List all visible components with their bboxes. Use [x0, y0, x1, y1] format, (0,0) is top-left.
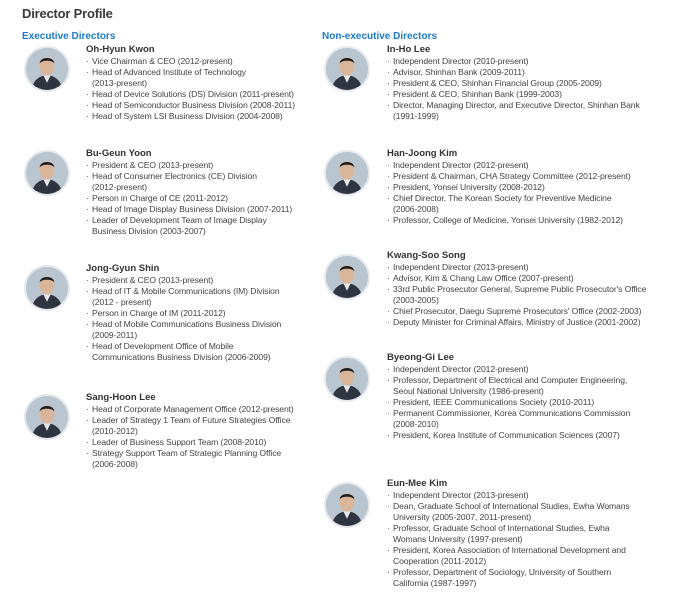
role-item: · Leader of Strategy 1 Team of Future Strategies Office (2010-2012)	[86, 415, 316, 437]
director-photo	[24, 394, 70, 440]
role-item: · 33rd Public Prosecutor General, Supreme Public Prosecutor's Office (2003-2005)	[387, 284, 687, 306]
role-item: · Person in Charge of IM (2011-2012)	[86, 308, 316, 319]
executive-directors-heading: Executive Directors	[22, 31, 116, 42]
role-item: · Independent Director (2010-present)	[387, 56, 687, 67]
director-name: In-Ho Lee	[387, 44, 431, 55]
role-item: · Advisor, Kim & Chang Law Office (2007-present)	[387, 273, 687, 284]
role-item: · Professor, Department of Electrical and Computer Engineering, Seoul National University (1986-present)	[387, 375, 687, 397]
director-photo	[24, 150, 70, 196]
role-item: · Head of Development Office of Mobile Communications Business Division (2006-2009)	[86, 341, 316, 363]
role-item: · Leader of Development Team of Image Display Business Division (2003-2007)	[86, 215, 316, 237]
director-roles	[86, 275, 316, 363]
role-item: · Permanent Commissioner, Korea Communications Commission (2008-2010)	[387, 408, 687, 430]
director-photo	[324, 482, 370, 528]
director-name: Kwang-Soo Song	[387, 250, 466, 261]
director-photo	[324, 356, 370, 402]
role-item: · Professor, College of Medicine, Yonsei University (1982-2012)	[387, 215, 687, 226]
role-item: · President & CEO, Shinhan Bank (1999-2003)	[387, 89, 687, 100]
director-roles	[387, 160, 687, 226]
role-item: · President, Yonsei University (2008-2012)	[387, 182, 687, 193]
director-photo	[24, 46, 70, 92]
role-item: · Head of IT & Mobile Communications (IM) Division (2012 - present)	[86, 286, 316, 308]
role-item: · Deputy Minister for Criminal Affairs, Ministry of Justice (2001-2002)	[387, 317, 687, 328]
director-name: Han-Joong Kim	[387, 148, 458, 159]
director-name: Byeong-Gi Lee	[387, 352, 455, 363]
director-roles	[387, 56, 687, 122]
page-title: Director Profile	[22, 6, 113, 21]
non-executive-directors-heading: Non-executive Directors	[322, 31, 438, 42]
director-photo	[324, 46, 370, 92]
role-item: · Chief Director, The Korean Society for Preventive Medicine (2006-2008)	[387, 193, 687, 215]
director-name: Sang-Hoon Lee	[86, 392, 156, 403]
director-name: Oh-Hyun Kwon	[86, 44, 155, 55]
role-item: · Head of Image Display Business Division (2007-2011)	[86, 204, 316, 215]
role-item: · Head of Consumer Electronics (CE) Division (2012-present)	[86, 171, 316, 193]
role-item: · President, Korea Institute of Communication Sciences (2007)	[387, 430, 687, 441]
role-item: · President, Korea Association of International Development and Cooperation (2011-2012)	[387, 545, 687, 567]
role-item: · Vice Chairman & CEO (2012-present)	[86, 56, 316, 67]
director-photo	[324, 150, 370, 196]
director-photo	[324, 254, 370, 300]
role-item: · Head of System LSI Business Division (2004-2008)	[86, 111, 316, 122]
director-name: Jong-Gyun Shin	[86, 263, 160, 274]
director-roles	[86, 404, 316, 470]
director-roles	[387, 490, 687, 589]
role-item: · Director, Managing Director, and Executive Director, Shinhan Bank (1991-1999)	[387, 100, 687, 122]
role-item: · Independent Director (2012-present)	[387, 160, 687, 171]
director-roles	[86, 160, 316, 237]
role-item: · Head of Device Solutions (DS) Division (2011-present)	[86, 89, 316, 100]
role-item: · President & CEO (2013-present)	[86, 275, 316, 286]
role-item: · Person in Charge of CE (2011-2012)	[86, 193, 316, 204]
role-item: · Dean, Graduate School of International Studies, Ewha Womans University (2005-2007, 2011-present)	[387, 501, 687, 523]
role-item: · Head of Advanced Institute of Technology (2013-present)	[86, 67, 316, 89]
role-item: · Advisor, Shinhan Bank (2009-2011)	[387, 67, 687, 78]
director-roles	[387, 262, 687, 328]
role-item: · Professor, Department of Sociology, University of Southern California (1987-1997)	[387, 567, 687, 589]
director-roles	[86, 56, 316, 122]
role-item: · President & CEO, Shinhan Financial Group (2005-2009)	[387, 78, 687, 89]
director-roles	[387, 364, 687, 441]
role-item: · Head of Semiconductor Business Division (2008-2011)	[86, 100, 316, 111]
role-item: · Independent Director (2013-present)	[387, 490, 687, 501]
role-item: · President & Chairman, CHA Strategy Committee (2012-present)	[387, 171, 687, 182]
role-item: · President & CEO (2013-present)	[86, 160, 316, 171]
role-item: · Head of Mobile Communications Business Division (2009-2011)	[86, 319, 316, 341]
role-item: · Strategy Support Team of Strategic Planning Office (2006-2008)	[86, 448, 316, 470]
role-item: · Independent Director (2012-present)	[387, 364, 687, 375]
director-photo	[24, 265, 70, 311]
role-item: · President, IEEE Communications Society (2010-2011)	[387, 397, 687, 408]
director-name: Bu-Geun Yoon	[86, 148, 152, 159]
role-item: · Head of Corporate Management Office (2012-present)	[86, 404, 316, 415]
role-item: · Independent Director (2013-present)	[387, 262, 687, 273]
director-name: Eun-Mee Kim	[387, 478, 448, 489]
role-item: · Leader of Business Support Team (2008-2010)	[86, 437, 316, 448]
role-item: · Chief Prosecutor, Daegu Supreme Prosecutors' Office (2002-2003)	[387, 306, 687, 317]
role-item: · Professor, Graduate School of International Studies, Ewha Womans University (1997-present)	[387, 523, 687, 545]
